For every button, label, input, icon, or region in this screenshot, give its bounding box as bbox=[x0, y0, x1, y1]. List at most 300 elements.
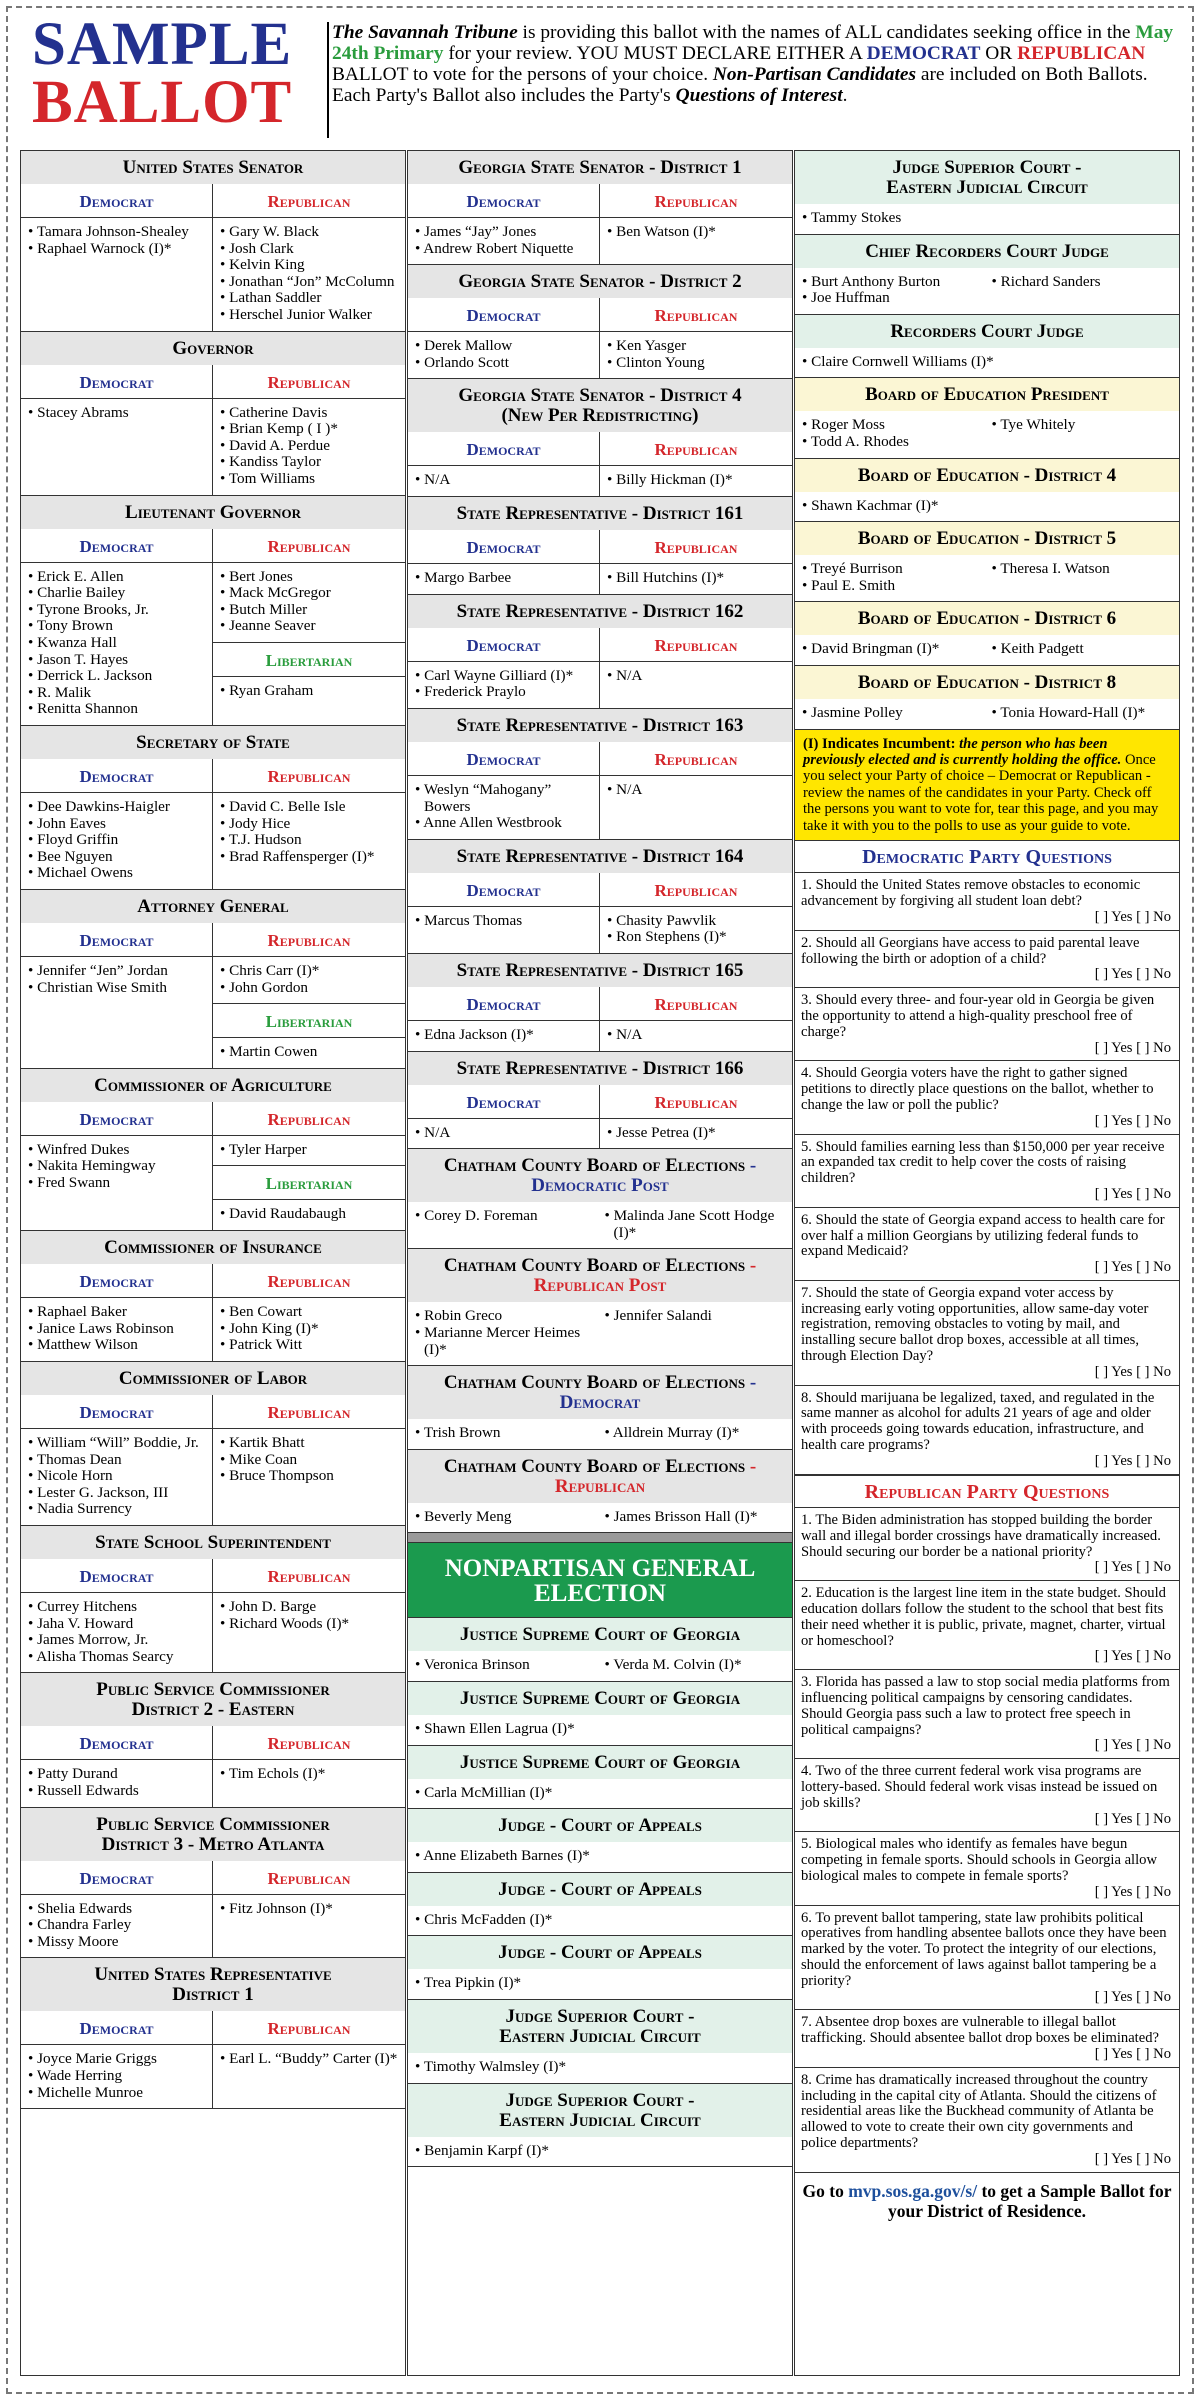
race-title-line: Eastern Judicial Circuit bbox=[499, 2025, 701, 2047]
candidate-list bbox=[795, 555, 1179, 601]
candidate-name[interactable]: • Russell Edwards bbox=[28, 1783, 208, 1800]
race-post: - Democrat bbox=[559, 1372, 757, 1414]
republican-header: Republican bbox=[213, 184, 405, 218]
candidate-name[interactable]: • Frederick Praylo bbox=[415, 684, 595, 701]
yes-no-checkboxes[interactable]: [ ] Yes [ ] No bbox=[1094, 2150, 1171, 2167]
candidate-name[interactable]: • Trish Brown bbox=[415, 1425, 599, 1442]
board-of-elections-race bbox=[408, 1366, 792, 1450]
candidate-name[interactable]: • Bert Jones bbox=[220, 569, 401, 586]
candidate-name[interactable]: • Missy Moore bbox=[28, 1934, 208, 1951]
race-title-line: Secretary of State bbox=[136, 731, 290, 753]
candidate-name[interactable]: • Lathan Saddler bbox=[220, 290, 401, 307]
candidate-name[interactable]: • Jeanne Seaver bbox=[220, 618, 401, 635]
candidate-name[interactable]: • Orlando Scott bbox=[415, 355, 595, 372]
candidate-name[interactable]: • Jesse Petrea (I)* bbox=[607, 1125, 788, 1142]
candidate-name[interactable]: • Josh Clark bbox=[220, 241, 401, 258]
yes-no-checkboxes[interactable]: [ ] Yes [ ] No bbox=[1094, 1810, 1171, 1827]
candidate-name[interactable]: • Shawn Ellen Lagrua (I)* bbox=[415, 1721, 788, 1738]
question-text: 5. Should families earning less than $150,000 per year receive an expanded tax credit to help cover the costs of raising children? bbox=[801, 1138, 1165, 1187]
candidate-name[interactable]: • David Bringman (I)* bbox=[802, 641, 986, 658]
libertarian-header: Libertarian bbox=[213, 1165, 405, 1200]
republican-column bbox=[600, 432, 792, 496]
question-text: 6. To prevent ballot tampering, state law prohibits political operatives from handling absentee ballots once they have been marked by the voter. To protect the integrity of our elections, should the enforcement of laws against ballot tampering be a priority? bbox=[801, 1909, 1167, 1989]
candidate-name[interactable]: • William “Will” Boddie, Jr. bbox=[28, 1435, 208, 1452]
candidate-name[interactable]: • Theresa I. Watson bbox=[992, 561, 1176, 578]
race-title-line: Georgia State Senator - District 1 bbox=[458, 157, 742, 178]
race-title-line: Governor bbox=[172, 337, 254, 359]
democrat-header: Democrat bbox=[21, 529, 212, 563]
race-title bbox=[408, 1366, 792, 1419]
democrat-header: Democrat bbox=[21, 1102, 212, 1136]
candidate-name[interactable]: • Andrew Robert Niquette bbox=[415, 241, 595, 258]
nonpartisan-banner: NONPARTISAN GENERAL ELECTION bbox=[408, 1543, 792, 1618]
candidate-name[interactable]: • Ben Cowart bbox=[220, 1304, 401, 1321]
column-district bbox=[407, 150, 793, 2376]
candidate-name[interactable]: • Chris Carr (I)* bbox=[220, 963, 401, 980]
party-columns bbox=[21, 2011, 405, 2108]
candidate-name[interactable]: • T.J. Hudson bbox=[220, 832, 401, 849]
candidate-name[interactable]: • Brad Raffensperger (I)* bbox=[220, 849, 401, 866]
race-title-line: Commissioner of Labor bbox=[118, 1367, 308, 1389]
race-title bbox=[408, 1052, 792, 1085]
candidate-name[interactable]: • James Brisson Hall (I)* bbox=[605, 1509, 789, 1526]
race-title-line: Judge - Court of Appeals bbox=[498, 1815, 702, 1837]
candidate-name[interactable]: • Chris McFadden (I)* bbox=[415, 1912, 788, 1929]
candidate-name[interactable]: • N/A bbox=[607, 668, 788, 685]
local-race bbox=[795, 666, 1179, 730]
republican-column bbox=[213, 1264, 405, 1361]
nonpartisan-race bbox=[408, 1809, 792, 1873]
race-title-line: Judge Superior Court - bbox=[505, 2005, 695, 2027]
sos-link[interactable]: mvp.sos.ga.gov/s/ bbox=[848, 2180, 978, 2201]
candidate-name[interactable]: • Mack McGregor bbox=[220, 585, 401, 602]
column-statewide bbox=[20, 150, 406, 2376]
candidate-name[interactable]: • Jonathan “Jon” McColumn bbox=[220, 274, 401, 291]
candidate-name[interactable]: • Fitz Johnson (I)* bbox=[220, 1901, 401, 1918]
candidate-name[interactable]: • Fred Swann bbox=[28, 1175, 208, 1192]
republican-header: Republican bbox=[600, 987, 792, 1021]
candidate-name[interactable]: • Shelia Edwards bbox=[28, 1901, 208, 1918]
race-block bbox=[21, 1808, 405, 1959]
libertarian-header: Libertarian bbox=[213, 1003, 405, 1038]
candidate-name[interactable]: • Kartik Bhatt bbox=[220, 1435, 401, 1452]
board-of-elections-race bbox=[408, 1249, 792, 1366]
yes-no-checkboxes[interactable]: [ ] Yes [ ] No bbox=[1094, 1259, 1171, 1276]
local-race bbox=[795, 151, 1179, 235]
candidate-name[interactable]: • David A. Perdue bbox=[220, 438, 401, 455]
candidate-name[interactable]: • John D. Barge bbox=[220, 1599, 401, 1616]
candidate-name[interactable]: • Benjamin Karpf (I)* bbox=[415, 2143, 788, 2160]
candidate-name[interactable]: • Patrick Witt bbox=[220, 1337, 401, 1354]
candidate-name[interactable]: • Lester G. Jackson, III bbox=[28, 1485, 208, 1502]
candidate-name[interactable]: • Marcus Thomas bbox=[415, 913, 595, 930]
race-title-line: Chatham County Board of Elections bbox=[443, 1255, 746, 1277]
candidate-name[interactable]: • Bee Nguyen bbox=[28, 849, 208, 866]
candidate-name[interactable]: • Renitta Shannon bbox=[28, 701, 208, 718]
candidate-name[interactable]: • Richard Woods (I)* bbox=[220, 1616, 401, 1633]
race-title-line: Recorders Court Judge bbox=[890, 320, 1084, 342]
candidate-name[interactable]: • Tye Whitely bbox=[992, 417, 1176, 434]
race-title bbox=[21, 1958, 405, 2011]
candidate-name[interactable]: • Ben Watson (I)* bbox=[607, 224, 788, 241]
candidate-name[interactable]: • Butch Miller bbox=[220, 602, 401, 619]
candidate-name[interactable]: • Floyd Griffin bbox=[28, 832, 208, 849]
republican-header: Republican bbox=[213, 2011, 405, 2045]
question-text: 5. Biological males who identify as females have begun competing in female sports. Should schools in Georgia allow biological males to compete in female sports? bbox=[801, 1836, 1158, 1884]
candidate-name[interactable]: • Jason T. Hayes bbox=[28, 652, 208, 669]
yes-no-checkboxes[interactable]: [ ] Yes [ ] No bbox=[1094, 1185, 1171, 1202]
candidate-name[interactable]: • Derek Mallow bbox=[415, 338, 595, 355]
race-title bbox=[795, 315, 1179, 348]
party-columns bbox=[21, 1264, 405, 1361]
race-title bbox=[21, 1069, 405, 1102]
candidate-name[interactable]: • James Morrow, Jr. bbox=[28, 1632, 208, 1649]
candidate-name[interactable]: • Kandiss Taylor bbox=[220, 454, 401, 471]
candidate-name[interactable]: • Chandra Farley bbox=[28, 1917, 208, 1934]
republican-column bbox=[213, 365, 405, 495]
republican-header: Republican bbox=[600, 628, 792, 662]
candidate-name[interactable]: • Raphael Baker bbox=[28, 1304, 208, 1321]
race-title-line: Board of Education - District 6 bbox=[857, 608, 1117, 630]
local-race bbox=[795, 235, 1179, 315]
republican-header: Republican bbox=[600, 873, 792, 907]
candidate-name[interactable]: • N/A bbox=[415, 472, 595, 489]
candidate-name[interactable]: • Nicole Horn bbox=[28, 1468, 208, 1485]
race-title-line: Georgia State Senator - District 4 bbox=[458, 385, 742, 407]
race-post: - Democratic Post bbox=[531, 1155, 757, 1197]
yes-no-checkboxes[interactable]: [ ] Yes [ ] No bbox=[1094, 1363, 1171, 1380]
democrat-header: Democrat bbox=[21, 1861, 212, 1895]
race-block bbox=[21, 1526, 405, 1673]
column-local-questions bbox=[794, 150, 1180, 2376]
candidate-list bbox=[408, 564, 599, 594]
yes-no-checkboxes[interactable]: [ ] Yes [ ] No bbox=[1094, 1559, 1171, 1576]
candidate-name[interactable]: • Anne Allen Westbrook bbox=[415, 815, 595, 832]
candidate-name[interactable]: • Brian Kemp ( I )* bbox=[220, 421, 401, 438]
question-text: 4. Two of the three current federal work visa programs are lottery-based. Should federal work visas instead be issued on job skills? bbox=[801, 1763, 1158, 1811]
race-title-line: District 1 bbox=[172, 1984, 254, 2006]
yes-no-checkboxes[interactable]: [ ] Yes [ ] No bbox=[1094, 1737, 1171, 1754]
candidate-list bbox=[600, 907, 792, 953]
candidate-name[interactable]: • Joyce Marie Griggs bbox=[28, 2051, 208, 2068]
candidate-name[interactable]: • Currey Hitchens bbox=[28, 1599, 208, 1616]
candidate-name[interactable]: • Tom Williams bbox=[220, 471, 401, 488]
candidate-name[interactable]: • John King (I)* bbox=[220, 1321, 401, 1338]
candidate-name[interactable]: • N/A bbox=[415, 1125, 595, 1142]
candidate-list bbox=[213, 677, 405, 707]
democrat-header: Democrat bbox=[21, 184, 212, 218]
candidate-name[interactable]: • Raphael Warnock (I)* bbox=[28, 241, 208, 258]
party-question bbox=[795, 1581, 1179, 1670]
candidate-name[interactable]: • John Gordon bbox=[220, 980, 401, 997]
candidate-name[interactable]: • R. Malik bbox=[28, 685, 208, 702]
candidate-name[interactable]: • Veronica Brinson bbox=[415, 1657, 599, 1674]
candidate-name[interactable]: • Charlie Bailey bbox=[28, 585, 208, 602]
candidate-name[interactable]: • Jody Hice bbox=[220, 816, 401, 833]
candidate-name[interactable]: • Kwanza Hall bbox=[28, 635, 208, 652]
race-title bbox=[21, 1231, 405, 1264]
race-title bbox=[408, 265, 792, 298]
candidate-name[interactable]: • Michelle Munroe bbox=[28, 2085, 208, 2102]
candidate-name[interactable]: • Carla McMillian (I)* bbox=[415, 1785, 788, 1802]
democrat-header: Democrat bbox=[408, 987, 599, 1021]
republican-header: Republican bbox=[213, 1861, 405, 1895]
party-columns bbox=[408, 987, 792, 1051]
candidate-list bbox=[408, 1906, 792, 1936]
party-question bbox=[795, 1061, 1179, 1134]
candidate-name[interactable]: • Wade Herring bbox=[28, 2068, 208, 2085]
question-text: 3. Should every three- and four-year old in Georgia be given the opportunity to attend a high-quality preschool free of charge? bbox=[801, 992, 1155, 1040]
republican-header: Republican bbox=[600, 432, 792, 466]
candidate-list bbox=[408, 2053, 792, 2083]
candidate-name[interactable]: • Tonia Howard-Hall (I)* bbox=[992, 705, 1176, 722]
candidate-name[interactable]: • Jennifer “Jen” Jordan bbox=[28, 963, 208, 980]
candidate-name[interactable]: • Herschel Junior Walker bbox=[220, 307, 401, 324]
race-title bbox=[21, 1673, 405, 1726]
race-title-line: Public Service Commissioner bbox=[96, 1679, 330, 1701]
candidate-list bbox=[408, 1202, 792, 1248]
party-columns bbox=[21, 365, 405, 495]
candidate-list bbox=[21, 1298, 212, 1361]
party-question bbox=[795, 1759, 1179, 1832]
candidate-name[interactable]: • Janice Laws Robinson bbox=[28, 1321, 208, 1338]
race-title bbox=[21, 496, 405, 529]
candidate-name[interactable]: • Tamara Johnson-Shealey bbox=[28, 224, 208, 241]
democrat-header: Democrat bbox=[408, 184, 599, 218]
candidate-name[interactable]: • Trea Pipkin (I)* bbox=[415, 1975, 788, 1992]
race-title bbox=[408, 1149, 792, 1202]
party-columns bbox=[21, 1395, 405, 1525]
yes-no-checkboxes[interactable]: [ ] Yes [ ] No bbox=[1094, 1452, 1171, 1469]
candidate-name[interactable]: • Marianne Mercer Heimes (I)* bbox=[415, 1325, 599, 1358]
candidate-name[interactable]: • Kelvin King bbox=[220, 257, 401, 274]
candidate-name[interactable]: • Alisha Thomas Searcy bbox=[28, 1649, 208, 1666]
candidate-name[interactable]: • Shawn Kachmar (I)* bbox=[802, 498, 1175, 515]
candidate-name[interactable]: • Tony Brown bbox=[28, 618, 208, 635]
candidate-name[interactable]: • Tim Echols (I)* bbox=[220, 1766, 401, 1783]
race-title-line: Eastern Judicial Circuit bbox=[886, 177, 1088, 198]
candidate-name[interactable]: • Margo Barbee bbox=[415, 570, 595, 587]
board-of-elections-race bbox=[408, 1149, 792, 1249]
race-title-line: Commissioner of Agriculture bbox=[94, 1074, 332, 1096]
candidate-name[interactable]: • Anne Elizabeth Barnes (I)* bbox=[415, 1848, 788, 1865]
candidate-name[interactable]: • Martin Cowen bbox=[220, 1044, 401, 1061]
candidate-list bbox=[21, 957, 212, 1003]
yes-no-checkboxes[interactable]: [ ] Yes [ ] No bbox=[1094, 966, 1171, 983]
candidate-name[interactable]: • Nadia Surrency bbox=[28, 1501, 208, 1518]
candidate-name[interactable]: • Winfred Dukes bbox=[28, 1142, 208, 1159]
race-title bbox=[408, 1682, 792, 1715]
candidate-name[interactable]: • Alldrein Murray (I)* bbox=[605, 1425, 789, 1442]
race-block bbox=[21, 332, 405, 496]
incumbent-lead: (I) Indicates Incumbent: bbox=[803, 735, 956, 752]
candidate-name[interactable]: • Robin Greco bbox=[415, 1308, 599, 1325]
race-title bbox=[408, 595, 792, 628]
candidate-name[interactable]: • Tammy Stokes bbox=[802, 210, 1175, 227]
race-title bbox=[408, 379, 792, 432]
race-title-line: Chatham County Board of Elections bbox=[443, 1155, 746, 1177]
candidate-name[interactable]: • Verda M. Colvin (I)* bbox=[605, 1657, 789, 1674]
yes-no-checkboxes[interactable]: [ ] Yes [ ] No bbox=[1094, 2045, 1171, 2062]
candidate-name[interactable]: • Patty Durand bbox=[28, 1766, 208, 1783]
candidate-name[interactable]: • Erick E. Allen bbox=[28, 569, 208, 586]
candidate-list bbox=[21, 399, 212, 429]
candidate-name[interactable]: • Derrick L. Jackson bbox=[28, 668, 208, 685]
candidate-name[interactable]: • Billy Hickman (I)* bbox=[607, 472, 788, 489]
candidate-name[interactable]: • Carl Wayne Gilliard (I)* bbox=[415, 668, 595, 685]
yes-no-checkboxes[interactable]: [ ] Yes [ ] No bbox=[1094, 1988, 1171, 2005]
candidate-name[interactable]: • David C. Belle Isle bbox=[220, 799, 401, 816]
race-block bbox=[408, 497, 792, 595]
republican-column bbox=[600, 742, 792, 839]
candidate-name[interactable]: • James “Jay” Jones bbox=[415, 224, 595, 241]
party-columns bbox=[21, 1102, 405, 1230]
party-question bbox=[795, 1906, 1179, 2011]
candidate-name[interactable]: • Richard Sanders bbox=[992, 274, 1176, 291]
candidate-list bbox=[213, 1429, 405, 1492]
race-title bbox=[795, 666, 1179, 699]
yes-no-checkboxes[interactable]: [ ] Yes [ ] No bbox=[1094, 1039, 1171, 1056]
democrat-column bbox=[408, 298, 600, 378]
race-block bbox=[21, 890, 405, 1069]
candidate-name[interactable]: • Nakita Hemingway bbox=[28, 1158, 208, 1175]
party-columns bbox=[21, 923, 405, 1068]
logo-divider bbox=[327, 22, 329, 138]
candidate-list bbox=[795, 204, 1179, 234]
race-title bbox=[795, 151, 1179, 204]
democrat-column bbox=[408, 873, 600, 953]
candidate-name[interactable]: • Bruce Thompson bbox=[220, 1468, 401, 1485]
candidate-name[interactable]: • Edna Jackson (I)* bbox=[415, 1027, 595, 1044]
race-title-line: Public Service Commissioner bbox=[96, 1813, 330, 1835]
candidate-name[interactable]: • Beverly Meng bbox=[415, 1509, 599, 1526]
race-title-line: Justice Supreme Court of Georgia bbox=[459, 1624, 741, 1646]
candidate-name[interactable]: • Timothy Walmsley (I)* bbox=[415, 2059, 788, 2076]
candidate-name[interactable]: • N/A bbox=[607, 1027, 788, 1044]
race-title bbox=[795, 602, 1179, 635]
candidate-name[interactable]: • Burt Anthony Burton bbox=[802, 274, 986, 291]
candidate-name[interactable]: • Clinton Young bbox=[607, 355, 788, 372]
yes-no-checkboxes[interactable]: [ ] Yes [ ] No bbox=[1094, 908, 1171, 925]
question-text: 2. Should all Georgians have access to paid parental leave following the birth or adoption of a child? bbox=[801, 934, 1140, 967]
republican-header: Republican bbox=[600, 530, 792, 564]
candidate-name[interactable]: • Thomas Dean bbox=[28, 1452, 208, 1469]
candidate-name[interactable]: • Chasity Pawvlik bbox=[607, 913, 788, 930]
candidate-name[interactable]: • N/A bbox=[607, 782, 788, 799]
local-race bbox=[795, 522, 1179, 602]
candidate-name[interactable]: • Weslyn “Mahogany” Bowers bbox=[415, 782, 595, 815]
race-block bbox=[21, 726, 405, 890]
yes-no-checkboxes[interactable]: [ ] Yes [ ] No bbox=[1094, 1648, 1171, 1665]
candidate-list bbox=[600, 564, 792, 594]
candidate-name[interactable]: • Ron Stephens (I)* bbox=[607, 929, 788, 946]
candidate-name[interactable]: • Todd A. Rhodes bbox=[802, 434, 986, 451]
incumbent-definition: the person who has been previously elected and is currently holding the office. bbox=[803, 735, 1122, 768]
race-post: - Republican bbox=[554, 1455, 757, 1497]
race-title-line: Chief Recorders Court Judge bbox=[865, 240, 1109, 262]
race-post: - Republican Post bbox=[533, 1255, 757, 1297]
republican-column bbox=[213, 1395, 405, 1525]
party-columns bbox=[21, 1726, 405, 1806]
candidate-name[interactable]: • Tyler Harper bbox=[220, 1142, 401, 1159]
candidate-name[interactable]: • Paul E. Smith bbox=[802, 578, 986, 595]
section-divider bbox=[408, 1533, 792, 1543]
candidate-name[interactable]: • Jasmine Polley bbox=[802, 705, 986, 722]
candidate-name[interactable]: • Catherine Davis bbox=[220, 405, 401, 422]
candidate-name[interactable]: • Corey D. Foreman bbox=[415, 1208, 599, 1241]
democrat-header: Democrat bbox=[21, 1726, 212, 1760]
candidate-name[interactable]: • Bill Hutchins (I)* bbox=[607, 570, 788, 587]
race-title-line: Georgia State Senator - District 2 bbox=[458, 271, 742, 293]
yes-no-checkboxes[interactable]: [ ] Yes [ ] No bbox=[1094, 1883, 1171, 1900]
democrat-column bbox=[21, 759, 213, 889]
party-columns bbox=[21, 759, 405, 889]
candidate-name[interactable]: • Roger Moss bbox=[802, 417, 986, 434]
race-title-line: District 3 - Metro Atlanta bbox=[101, 1833, 325, 1855]
candidate-list bbox=[408, 776, 599, 839]
race-block bbox=[408, 379, 792, 497]
democrat-header: Democrat bbox=[21, 1264, 212, 1298]
republican-questions-title: Republican Party Questions bbox=[795, 1475, 1179, 1508]
yes-no-checkboxes[interactable]: [ ] Yes [ ] No bbox=[1094, 1112, 1171, 1129]
candidate-list bbox=[795, 635, 1179, 665]
race-title bbox=[408, 497, 792, 530]
candidate-name[interactable]: • Tyrone Brooks, Jr. bbox=[28, 602, 208, 619]
democrat-column bbox=[21, 529, 213, 725]
candidate-name[interactable]: • Mike Coan bbox=[220, 1452, 401, 1469]
candidate-name[interactable]: • Malinda Jane Scott Hodge (I)* bbox=[605, 1208, 789, 1241]
candidate-name[interactable]: • John Eaves bbox=[28, 816, 208, 833]
candidate-name[interactable]: • Jaha V. Howard bbox=[28, 1616, 208, 1633]
ballot-header bbox=[14, 8, 1184, 138]
candidate-name[interactable]: • Matthew Wilson bbox=[28, 1337, 208, 1354]
candidate-name[interactable]: • Stacey Abrams bbox=[28, 405, 208, 422]
republican-column bbox=[213, 529, 405, 725]
local-race bbox=[795, 459, 1179, 523]
candidate-list bbox=[21, 563, 212, 725]
republican-column bbox=[213, 1726, 405, 1806]
candidate-name[interactable]: • Ken Yasger bbox=[607, 338, 788, 355]
candidate-name[interactable]: • Christian Wise Smith bbox=[28, 980, 208, 997]
candidate-name[interactable]: • Dee Dawkins-Haigler bbox=[28, 799, 208, 816]
race-title-line: Judge - Court of Appeals bbox=[498, 1942, 702, 1964]
party-columns bbox=[21, 1861, 405, 1958]
candidate-name[interactable]: • Ryan Graham bbox=[220, 683, 401, 700]
candidate-list bbox=[408, 1419, 792, 1449]
race-title bbox=[408, 709, 792, 742]
candidate-list bbox=[795, 348, 1179, 378]
candidate-name[interactable]: • Keith Padgett bbox=[992, 641, 1176, 658]
democrat-column bbox=[21, 2011, 213, 2108]
republican-header: Republican bbox=[213, 923, 405, 957]
republican-header: Republican bbox=[600, 1085, 792, 1119]
candidate-name[interactable]: • Earl L. “Buddy” Carter (I)* bbox=[220, 2051, 401, 2068]
candidate-name[interactable]: • Claire Cornwell Williams (I)* bbox=[802, 354, 1175, 371]
republican-header: Republican bbox=[213, 1395, 405, 1429]
incumbent-note bbox=[795, 730, 1179, 841]
candidate-list bbox=[213, 1038, 405, 1068]
party-question bbox=[795, 1281, 1179, 1386]
candidate-name[interactable]: • Joe Huffman bbox=[802, 290, 986, 307]
candidate-name[interactable]: • Michael Owens bbox=[28, 865, 208, 882]
candidate-name[interactable]: • David Raudabaugh bbox=[220, 1206, 401, 1223]
candidate-name[interactable]: • Jennifer Salandi bbox=[605, 1308, 789, 1325]
candidate-name[interactable]: • Gary W. Black bbox=[220, 224, 401, 241]
candidate-name[interactable]: • Treyé Burrison bbox=[802, 561, 986, 578]
question-text: 1. The Biden administration has stopped building the border wall and illegal border crossings have dramatically increased. Should securing our border be a national priority? bbox=[801, 1512, 1161, 1560]
candidate-list bbox=[21, 2045, 212, 2108]
race-title-line: Attorney General bbox=[137, 895, 289, 917]
